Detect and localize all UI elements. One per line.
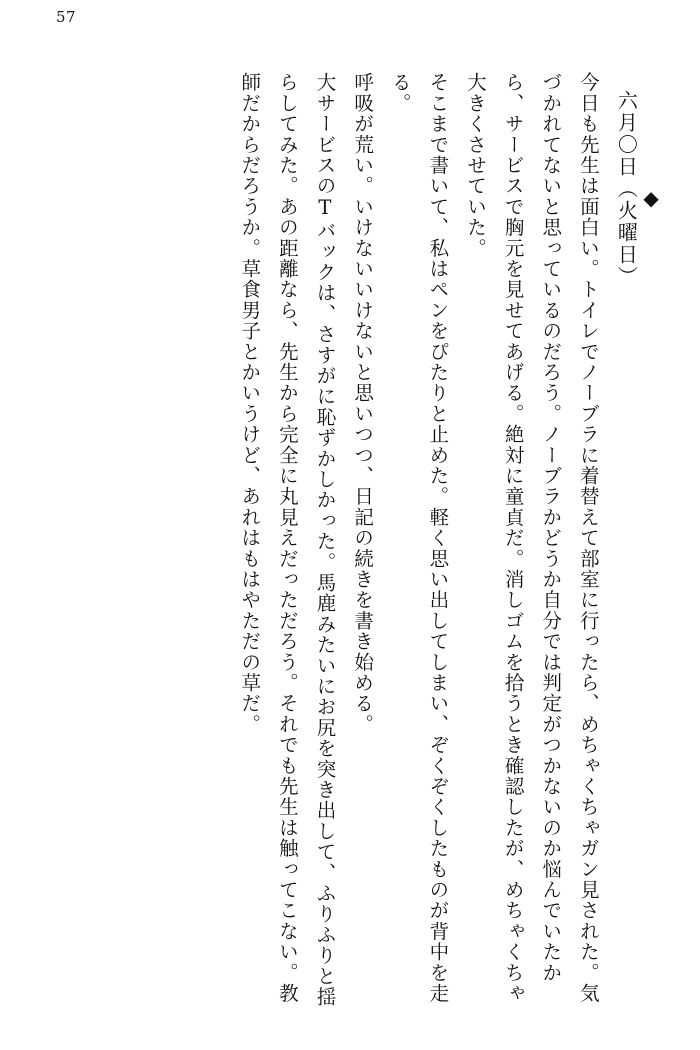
diary-entry-heading: 六月〇日（火曜日）: [614, 90, 639, 288]
heading-column: [607, 52, 660, 1022]
diamond-ornament-icon: ◆: [643, 186, 660, 210]
vertical-text-body: [52, 52, 660, 1022]
body-paragraph: そこまで書いて、私はペンをぴたりと止めた。軽く思い出してしまい、ぞくぞくしたものが背中を走る。: [388, 72, 450, 1004]
body-paragraph: 大サービスのTバックは、さすがに恥ずかしかった。馬鹿みたいにお尻を突き出して、ふりふりと揺らしてみた。あの距離なら、先生から完全に丸見えだっただろう。それでも先生は触ってこない。教師だからだろうか。草食男子とかいうけど、あれはもはやただの草だ。: [238, 72, 337, 1007]
body-paragraph: 呼吸が荒い。いけないいけないと思いつつ、日記の続きを書き始める。: [351, 72, 375, 735]
body-paragraph: 今日も先生は面白い。トイレでノーブラに着替えて部室に行ったら、めちゃくちゃガン見された。気づかれてないと思っているのだろう。ノーブラかどうか自分では判定がつかないのか悩んでいたから、サービスで胸元を見せてあげる。絶対に童貞だ。消しゴムを拾うとき確認したが、めちゃくちゃ大きくさせていた。: [463, 72, 600, 1004]
page-number: 57: [56, 8, 77, 26]
